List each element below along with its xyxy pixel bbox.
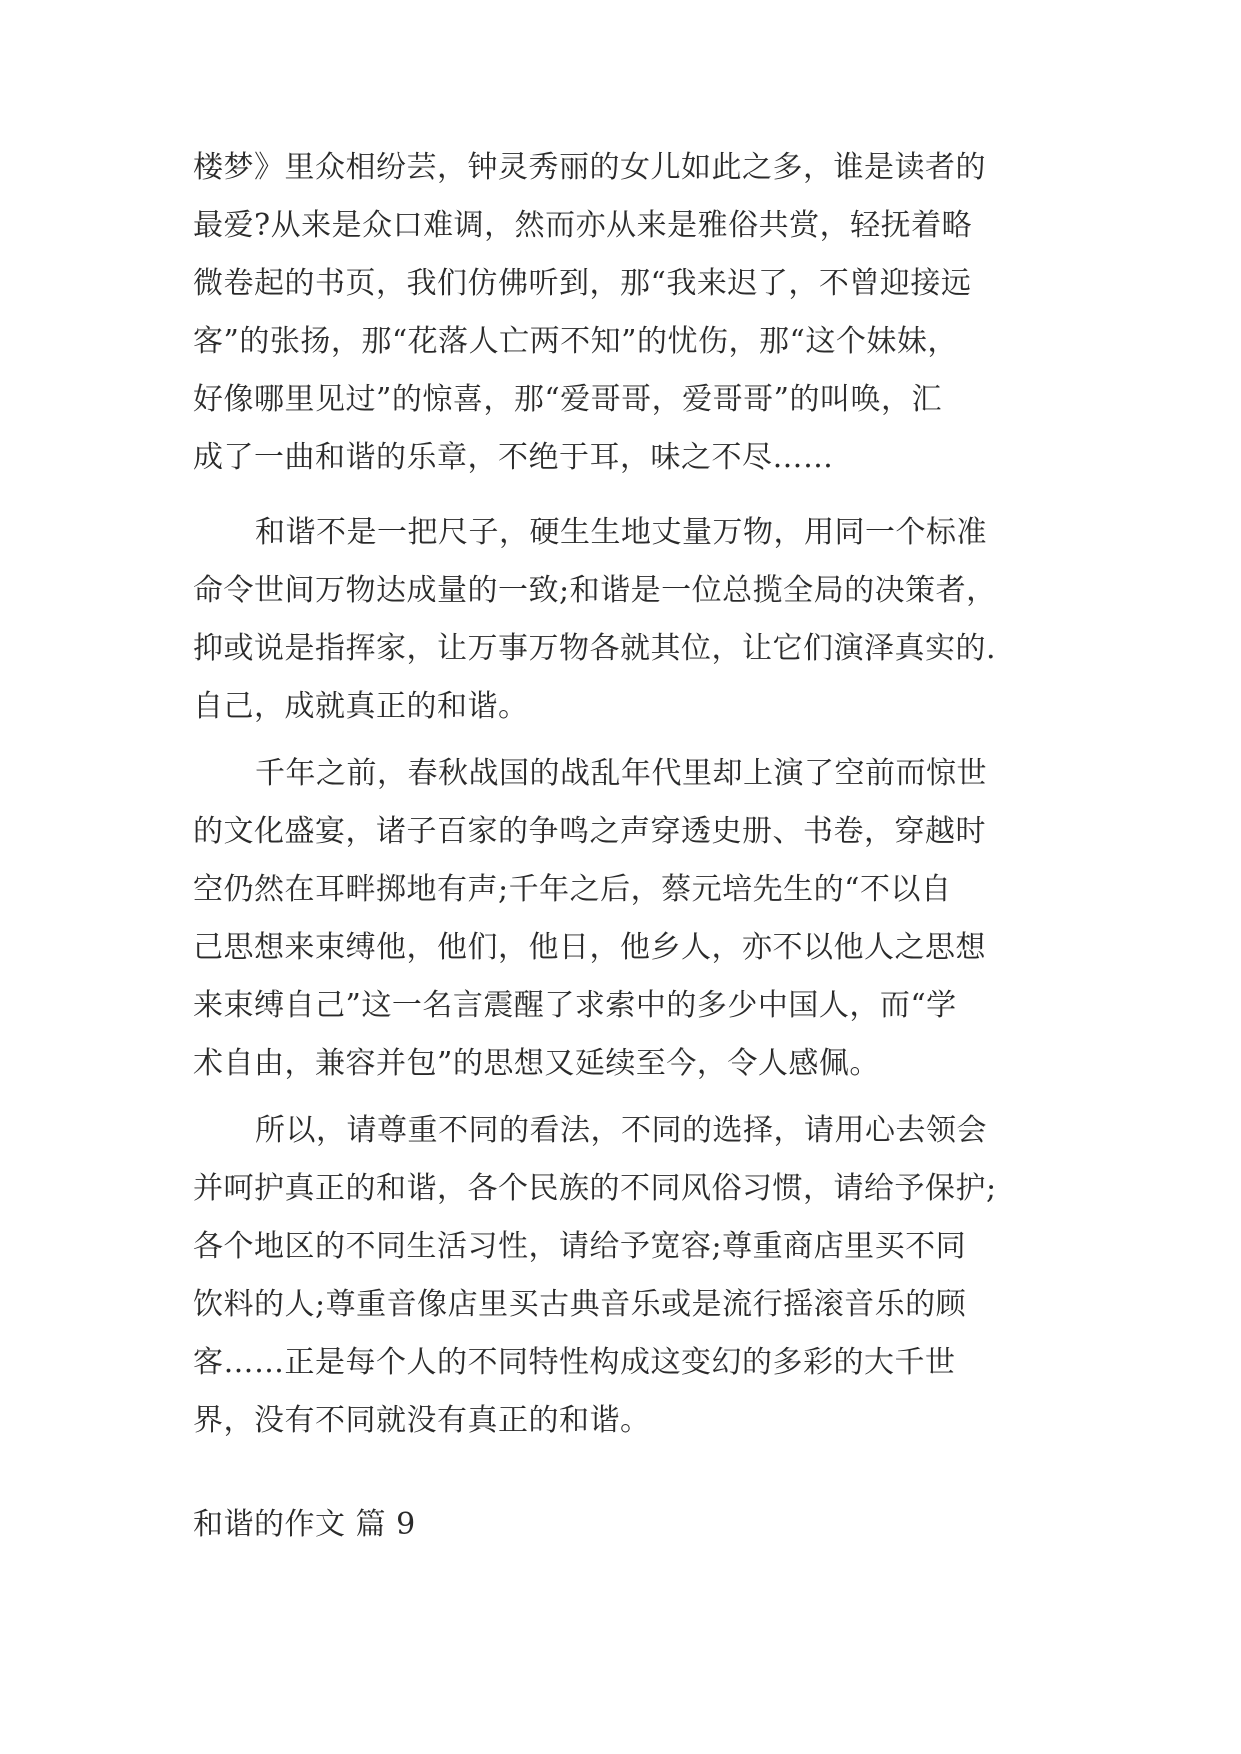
text-line: 饮料的人;尊重音像店里买古典音乐或是流行摇滚音乐的顾 (193, 1287, 967, 1322)
text-line: 的文化盛宴，诸子百家的争鸣之声穿透史册、书卷，穿越时 (193, 814, 986, 849)
text-line: 楼梦》里众相纷芸，钟灵秀丽的女儿如此之多，谁是读者的 (193, 150, 986, 185)
text-line: 术自由，兼容并包”的思想又延续至今，令人感佩。 (193, 1046, 880, 1081)
text-line: 千年之前，春秋战国的战乱年代里却上演了空前而惊世 (255, 756, 987, 791)
section-heading: 和谐的作文 篇 9 (193, 1507, 416, 1542)
text-line: 来束缚自己”这一名言震醒了求索中的多少中国人，而“学 (193, 988, 957, 1023)
text-line: 各个地区的不同生活习性，请给予宽容;尊重商店里买不同 (193, 1229, 967, 1264)
text-line: 所以，请尊重不同的看法，不同的选择，请用心去领会 (255, 1113, 987, 1148)
text-line: 抑或说是指挥家，让万事万物各就其位，让它们演泽真实的. (193, 631, 997, 666)
text-line: 自己，成就真正的和谐。 (193, 689, 529, 724)
text-line: 好像哪里见过”的惊喜，那“爱哥哥，爱哥哥”的叫唤，汇 (193, 382, 943, 417)
text-line: 空仍然在耳畔掷地有声;千年之后，蔡元培先生的“不以自 (193, 872, 952, 907)
text-line: 己思想来束缚他，他们，他日，他乡人，亦不以他人之思想 (193, 930, 986, 965)
text-line: 客……正是每个人的不同特性构成这变幻的多彩的大千世 (193, 1345, 956, 1380)
text-line: 客”的张扬，那“花落人亡两不知”的忧伤，那“这个妹妹， (193, 324, 958, 359)
text-line: 微卷起的书页，我们仿佛听到，那“我来迟了，不曾迎接远 (193, 266, 972, 301)
text-line: 界，没有不同就没有真正的和谐。 (193, 1403, 651, 1438)
text-line: 和谐不是一把尺子，硬生生地丈量万物，用同一个标准 (255, 515, 987, 550)
text-line: 命令世间万物达成量的一致;和谐是一位总揽全局的决策者， (193, 573, 997, 608)
text-line: 最爱?从来是众口难调，然而亦从来是雅俗共赏，轻抚着略 (193, 208, 973, 243)
text-line: 并呵护真正的和谐，各个民族的不同风俗习惯，请给予保护; (193, 1171, 997, 1206)
text-line: 成了一曲和谐的乐章，不绝于耳，味之不尽…… (193, 440, 834, 475)
